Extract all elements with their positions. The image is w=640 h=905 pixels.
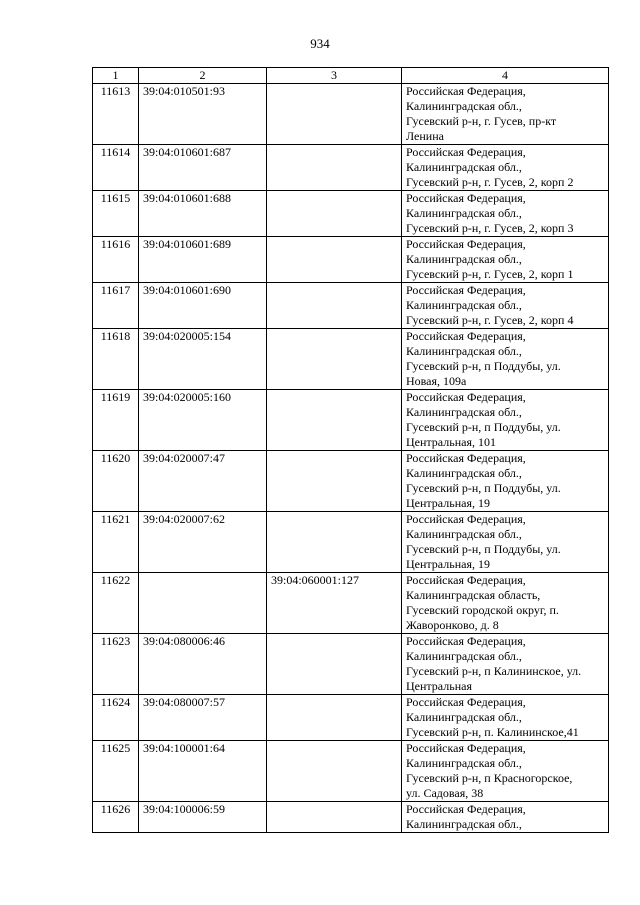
row-number-cell: 11619	[93, 390, 139, 451]
address-line: Калининградская обл.,	[406, 756, 522, 770]
address-line: Калининградская обл.,	[406, 527, 522, 541]
address-line: Калининградская обл.,	[406, 99, 522, 113]
cadastral-number-cell: 39:04:010601:687	[139, 145, 267, 191]
address-line: Российская Федерация,	[406, 695, 526, 709]
address-line: Калининградская обл.,	[406, 252, 522, 266]
parent-cadastral-number-cell	[267, 390, 402, 451]
address-line: Гусевский р-н, г. Гусев, 2, корп 3	[406, 221, 574, 235]
address-line: Центральная, 19	[406, 557, 490, 571]
address-line: Калининградская обл.,	[406, 649, 522, 663]
address-line: Российская Федерация,	[406, 634, 526, 648]
table-row	[93, 634, 609, 695]
table-row	[93, 512, 609, 573]
cadastral-number-cell: 39:04:080006:46	[139, 634, 267, 695]
column-header-4: 4	[402, 68, 609, 84]
address-line: Калининградская область,	[406, 588, 541, 602]
row-number-cell: 11616	[93, 237, 139, 283]
parent-cadastral-number-cell	[267, 329, 402, 390]
row-number-cell: 11618	[93, 329, 139, 390]
address-cell	[402, 573, 609, 634]
table-row	[93, 283, 609, 329]
parent-cadastral-number-cell	[267, 84, 402, 145]
column-header-1: 1	[93, 68, 139, 84]
parent-cadastral-number-cell	[267, 741, 402, 802]
address-line: Гусевский р-н, п Поддубы, ул.	[406, 481, 561, 495]
row-number-cell: 11615	[93, 191, 139, 237]
address-line: Российская Федерация,	[406, 145, 526, 159]
address-line: Калининградская обл.,	[406, 710, 522, 724]
table-row	[93, 451, 609, 512]
address-line: Жаворонково, д. 8	[406, 618, 499, 632]
address-line: Гусевский р-н, г. Гусев, 2, корп 2	[406, 175, 574, 189]
row-number-cell: 11625	[93, 741, 139, 802]
cadastral-number-cell: 39:04:020005:160	[139, 390, 267, 451]
address-line: Российская Федерация,	[406, 191, 526, 205]
address-line: Калининградская обл.,	[406, 160, 522, 174]
address-line: Российская Федерация,	[406, 390, 526, 404]
address-line: Центральная, 101	[406, 435, 496, 449]
cadastral-number-cell	[139, 573, 267, 634]
address-line: Гусевский р-н, п Поддубы, ул.	[406, 420, 561, 434]
row-number-cell: 11620	[93, 451, 139, 512]
column-header-2: 2	[139, 68, 267, 84]
address-line: Ленина	[406, 129, 444, 143]
cadastral-number-cell: 39:04:080007:57	[139, 695, 267, 741]
address-line: Калининградская обл.,	[406, 817, 522, 831]
cadastral-number-cell: 39:04:010501:93	[139, 84, 267, 145]
address-line: Российская Федерация,	[406, 329, 526, 343]
address-line: Гусевский р-н, п Поддубы, ул.	[406, 542, 561, 556]
row-number-cell: 11623	[93, 634, 139, 695]
table-row	[93, 191, 609, 237]
address-cell	[402, 741, 609, 802]
address-line: Гусевский р-н, г. Гусев, 2, корп 1	[406, 267, 574, 281]
parent-cadastral-number-cell	[267, 512, 402, 573]
table-row	[93, 329, 609, 390]
address-line: Российская Федерация,	[406, 741, 526, 755]
address-line: Калининградская обл.,	[406, 405, 522, 419]
parent-cadastral-number-cell: 39:04:060001:127	[267, 573, 402, 634]
parent-cadastral-number-cell	[267, 191, 402, 237]
address-line: Российская Федерация,	[406, 512, 526, 526]
address-line: Калининградская обл.,	[406, 206, 522, 220]
parent-cadastral-number-cell	[267, 451, 402, 512]
row-number-cell: 11622	[93, 573, 139, 634]
parent-cadastral-number-cell	[267, 145, 402, 191]
cadastral-number-cell: 39:04:100001:64	[139, 741, 267, 802]
address-cell	[402, 237, 609, 283]
address-cell	[402, 145, 609, 191]
address-cell	[402, 802, 609, 833]
address-line: Российская Федерация,	[406, 283, 526, 297]
row-number-cell: 11614	[93, 145, 139, 191]
address-line: Гусевский р-н, г. Гусев, пр-кт	[406, 114, 557, 128]
address-cell	[402, 84, 609, 145]
address-line: Центральная	[406, 679, 472, 693]
table-row	[93, 802, 609, 833]
table-row	[93, 741, 609, 802]
address-line: Калининградская обл.,	[406, 344, 522, 358]
address-line: Центральная, 19	[406, 496, 490, 510]
address-line: Гусевский р-н, п Красногорское,	[406, 771, 573, 785]
row-number-cell: 11626	[93, 802, 139, 833]
table-row	[93, 84, 609, 145]
table-header-row	[93, 68, 609, 84]
parent-cadastral-number-cell	[267, 634, 402, 695]
address-line: Российская Федерация,	[406, 451, 526, 465]
parent-cadastral-number-cell	[267, 237, 402, 283]
address-cell	[402, 329, 609, 390]
address-line: Гусевский р-н, г. Гусев, 2, корп 4	[406, 313, 574, 327]
address-cell	[402, 634, 609, 695]
page-number: 934	[310, 36, 330, 51]
address-line: Российская Федерация,	[406, 237, 526, 251]
address-cell	[402, 451, 609, 512]
address-line: Гусевский р-н, п Поддубы, ул.	[406, 359, 561, 373]
table-body	[93, 84, 609, 833]
cadastral-number-cell: 39:04:010601:689	[139, 237, 267, 283]
table-row	[93, 695, 609, 741]
registry-table	[92, 67, 609, 833]
cadastral-number-cell: 39:04:020007:47	[139, 451, 267, 512]
row-number-cell: 11617	[93, 283, 139, 329]
address-line: Гусевский р-н, п. Калининское,41	[406, 725, 579, 739]
table-row	[93, 237, 609, 283]
parent-cadastral-number-cell	[267, 802, 402, 833]
cadastral-number-cell: 39:04:100006:59	[139, 802, 267, 833]
address-line: Гусевский городской округ, п.	[406, 603, 559, 617]
parent-cadastral-number-cell	[267, 695, 402, 741]
address-line: Российская Федерация,	[406, 573, 526, 587]
address-cell	[402, 283, 609, 329]
table-row	[93, 145, 609, 191]
address-line: ул. Садовая, 38	[406, 786, 484, 800]
address-line: Калининградская обл.,	[406, 298, 522, 312]
address-line: Российская Федерация,	[406, 802, 526, 816]
column-header-3: 3	[267, 68, 402, 84]
row-number-cell: 11621	[93, 512, 139, 573]
address-cell	[402, 512, 609, 573]
table-row	[93, 390, 609, 451]
row-number-cell: 11624	[93, 695, 139, 741]
cadastral-number-cell: 39:04:010601:690	[139, 283, 267, 329]
cadastral-number-cell: 39:04:020005:154	[139, 329, 267, 390]
address-line: Гусевский р-н, п Калининское, ул.	[406, 664, 582, 678]
table-row	[93, 573, 609, 634]
address-cell	[402, 695, 609, 741]
address-cell	[402, 191, 609, 237]
address-line: Калининградская обл.,	[406, 466, 522, 480]
cadastral-number-cell: 39:04:010601:688	[139, 191, 267, 237]
cadastral-number-cell: 39:04:020007:62	[139, 512, 267, 573]
address-cell	[402, 390, 609, 451]
address-line: Новая, 109а	[406, 374, 467, 388]
address-line: Российская Федерация,	[406, 84, 526, 98]
row-number-cell: 11613	[93, 84, 139, 145]
parent-cadastral-number-cell	[267, 283, 402, 329]
